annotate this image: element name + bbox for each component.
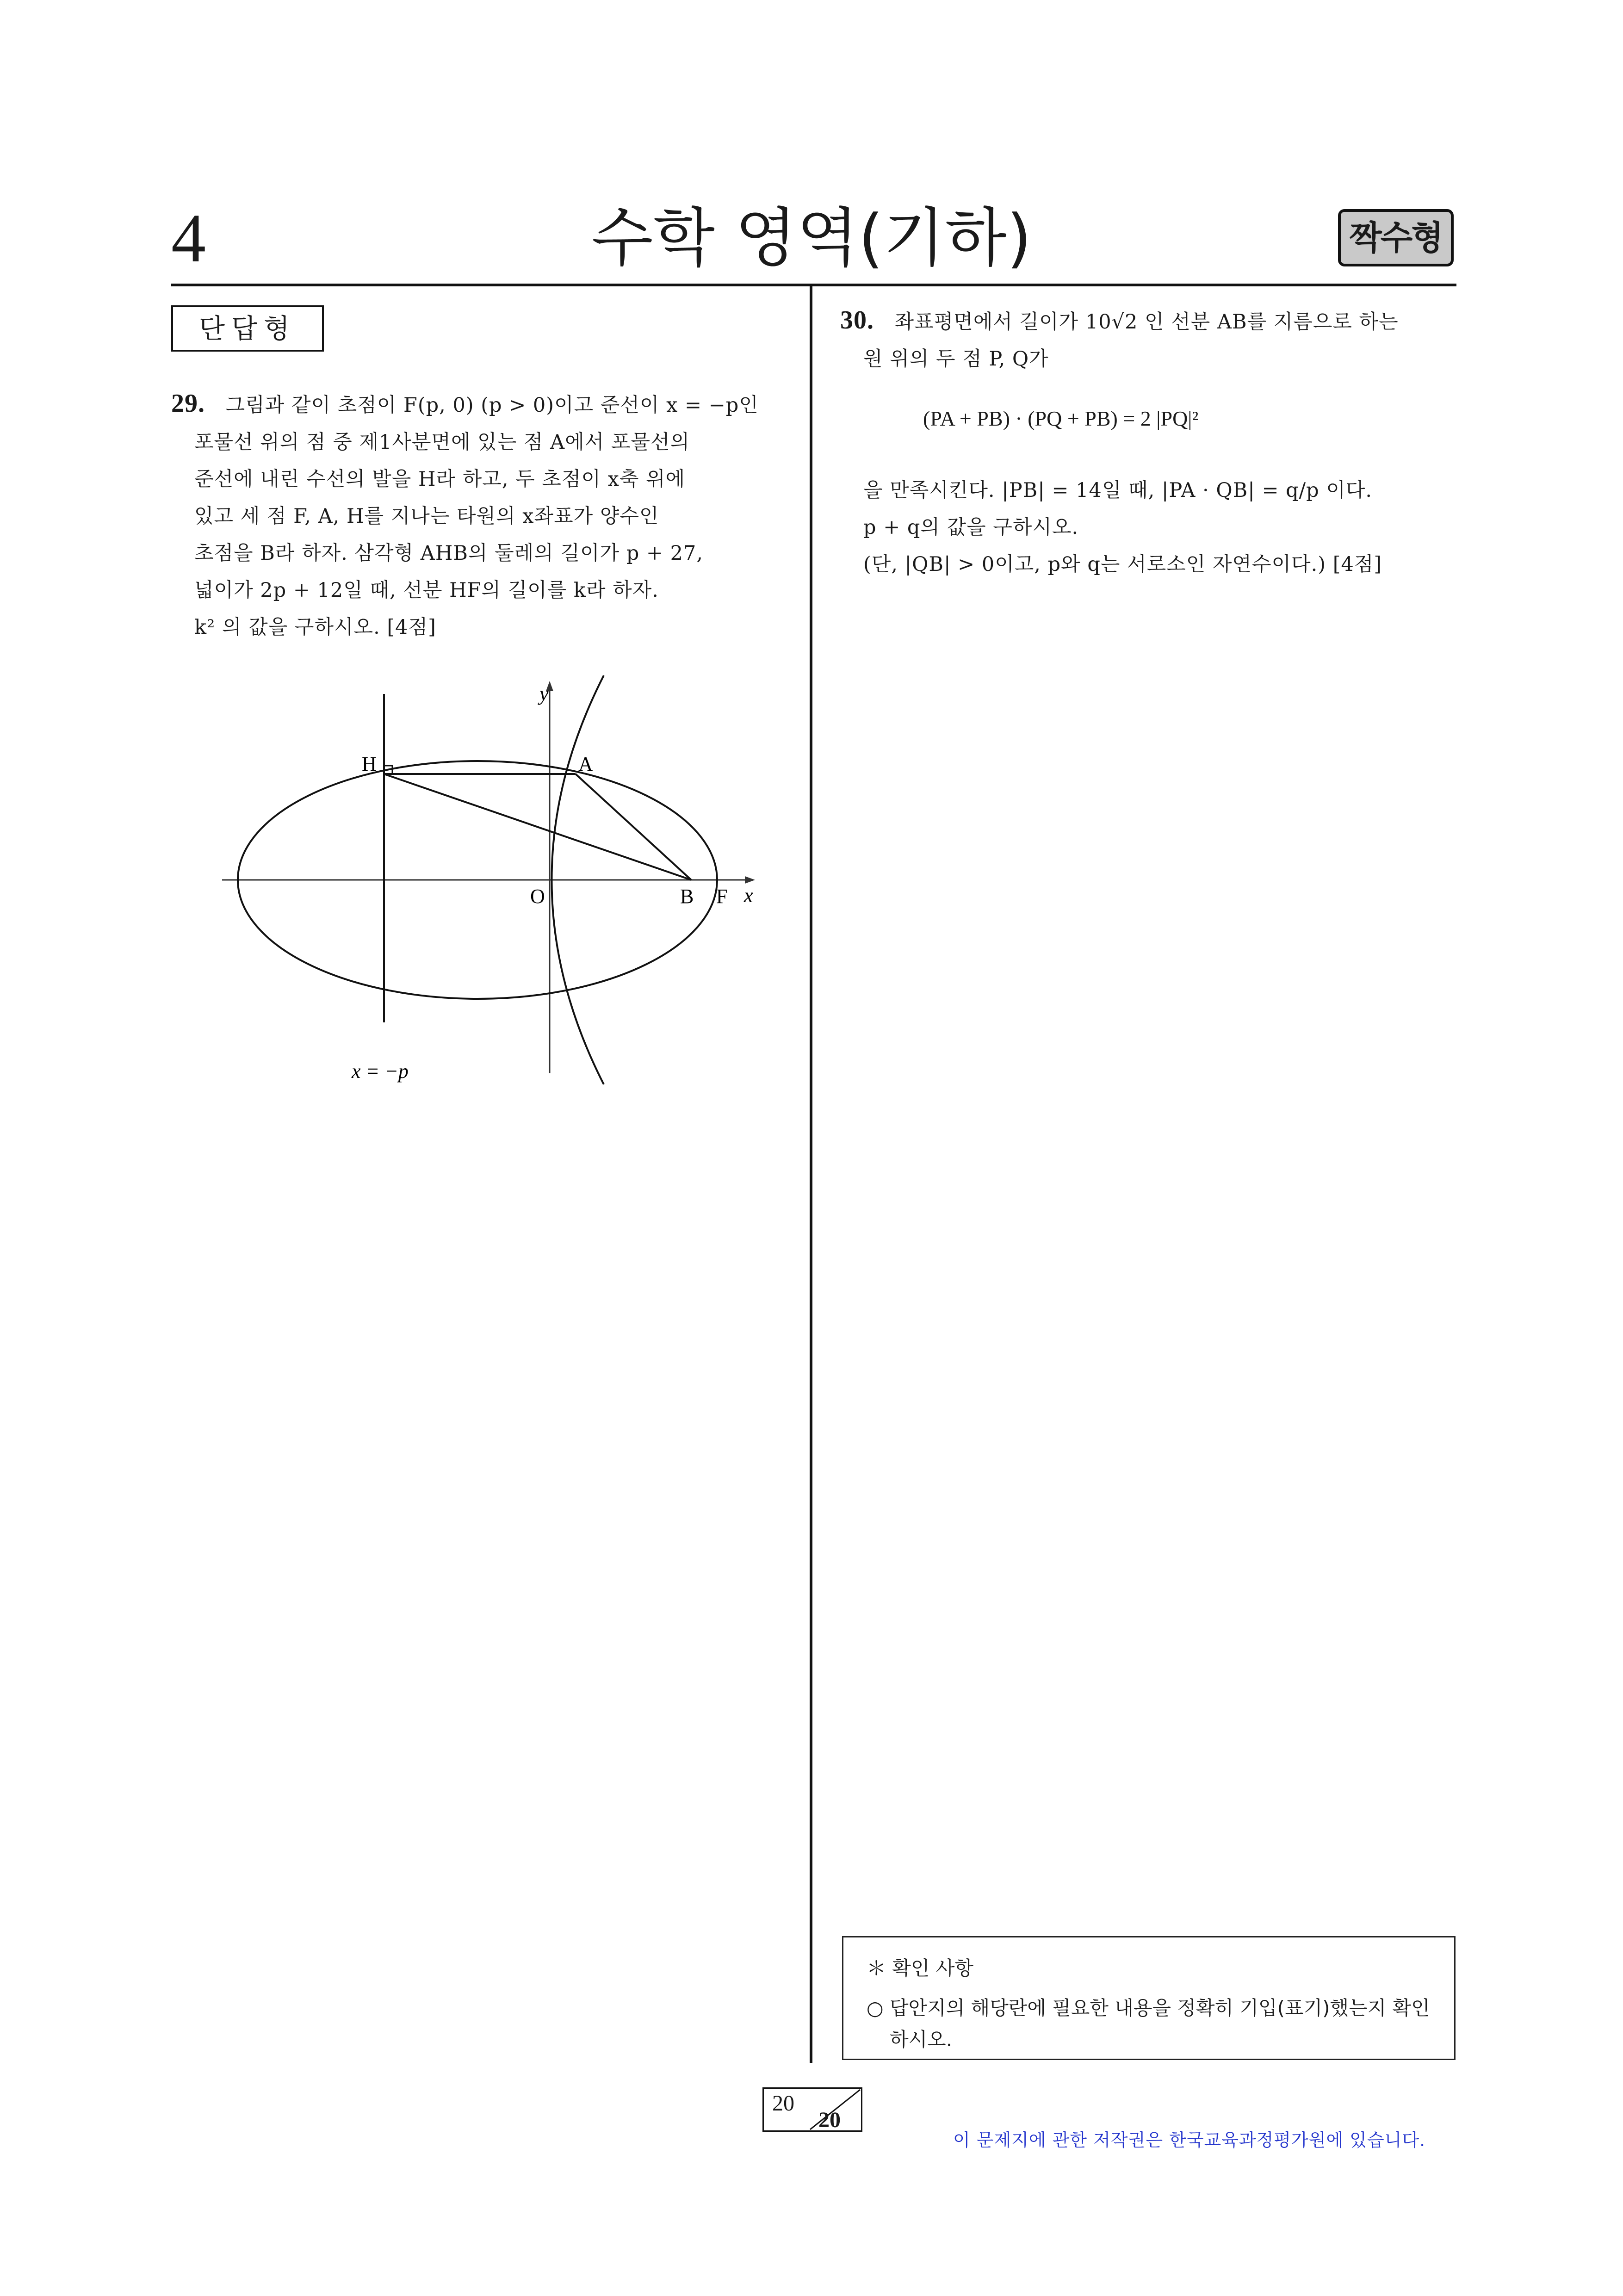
question-text-line: k² 의 값을 구하시오. [4점] — [194, 616, 436, 639]
x-axis-arrow — [745, 876, 755, 884]
page-indicator — [762, 2087, 862, 2132]
x-axis-label: x — [744, 884, 753, 907]
point-A-label: A — [578, 753, 593, 775]
origin-label: O — [530, 885, 545, 908]
point-H-label: H — [362, 753, 377, 775]
point-B-label: B — [680, 885, 694, 908]
y-axis-label: y — [539, 682, 549, 705]
page-total: 20 — [818, 2108, 841, 2132]
question-number: 30. — [840, 306, 874, 334]
question-30 — [840, 302, 1399, 378]
question-29 — [171, 385, 759, 646]
confirmation-title: ＊ 확인 사항 — [867, 1957, 973, 1980]
question-text-line: 좌표평면에서 길이가 10√2 인 선분 AB를 지름으로 하는 — [894, 310, 1399, 334]
question-text-line: 포물선 위의 점 중 제1사분면에 있는 점 A에서 포물선의 — [194, 431, 690, 454]
point-F-label: F — [716, 885, 728, 908]
vector-equation: (PA + PB) · (PQ + PB) = 2 |PQ|² — [923, 407, 1199, 430]
page-title: 수학 영역(기하) — [591, 201, 1032, 275]
question-text-line: 준선에 내린 수선의 발을 H라 하고, 두 초점이 x축 위에 — [194, 468, 686, 491]
directrix-label: x = −p — [352, 1060, 409, 1083]
segment-HB — [384, 774, 691, 880]
exam-type-badge: 짝수형 — [1338, 209, 1454, 266]
page-current: 20 — [772, 2091, 794, 2116]
question-number: 29. — [171, 389, 205, 418]
confirmation-item-continued: 하시오. — [890, 2028, 953, 2051]
page-number: 4 — [171, 200, 206, 277]
confirmation-box — [842, 1936, 1456, 2060]
question-text-line: 을 만족시킨다. |PB| = 14일 때, |PA · QB| = q/p 이다. — [863, 479, 1373, 502]
section-label: 단답형 — [171, 305, 324, 352]
question-text-line: 넓이가 2p + 12일 때, 선분 HF의 길이를 k라 하자. — [194, 579, 659, 602]
copyright-notice: 이 문제지에 관한 저작권은 한국교육과정평가원에 있습니다. — [953, 2130, 1426, 2150]
header-divider — [171, 284, 1456, 286]
question-text-line: p + q의 값을 구하시오. — [863, 516, 1079, 539]
question-30-body — [863, 472, 1382, 583]
column-divider — [810, 286, 812, 2063]
question-text-line: (단, |QB| > 0이고, p와 q는 서로소인 자연수이다.) [4점] — [863, 553, 1382, 576]
question-text-line: 있고 세 점 F, A, H를 지나는 타원의 x좌표가 양수인 — [194, 505, 659, 528]
question-text-line: 그림과 같이 초점이 F(p, 0) (p > 0)이고 준선이 x = −p인 — [225, 394, 759, 417]
question-text-line: 원 위의 두 점 P, Q가 — [863, 347, 1049, 371]
ellipse-parabola-figure — [213, 671, 768, 1087]
confirmation-item: ○ 답안지의 해당란에 필요한 내용을 정확히 기입(표기)했는지 확인 — [867, 1997, 1430, 2019]
question-text-line: 초점을 B라 하자. 삼각형 AHB의 둘레의 길이가 p + 27, — [194, 542, 703, 565]
